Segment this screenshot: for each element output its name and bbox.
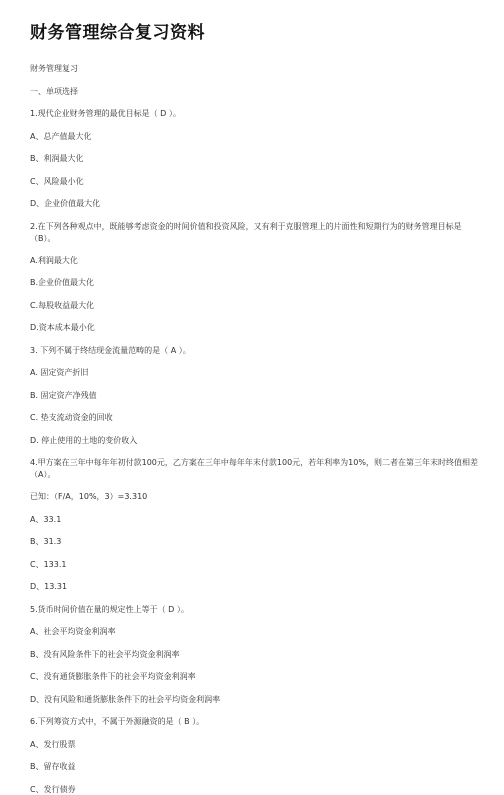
option-3a: A. 固定资产折旧 xyxy=(30,368,89,377)
option-6c: C、发行债券 xyxy=(30,784,76,794)
question-4: 4.甲方案在三年中每年年初付款100元，乙方案在三年中每年年末付款100元，若年利率为10%，则二者在第三年末时终值相差（A）。 xyxy=(30,458,478,479)
option-2b: B.企业价值最大化 xyxy=(30,278,95,287)
option-1c: C、风险最小化 xyxy=(30,176,84,186)
question-6: 6.下列筹资方式中，不属于外源融资的是（ B ）。 xyxy=(30,717,205,726)
option-3d: D. 停止使用的土地的变价收入 xyxy=(30,435,138,445)
question-2: 2.在下列各种观点中，既能够考虑资金的时间价值和投资风险，又有利于克服管理上的片面性和短期行为的财务管理目标是（B）。 xyxy=(30,221,462,243)
option-6b: B、留存收益 xyxy=(30,762,76,771)
option-2a: A.利润最大化 xyxy=(30,255,78,265)
option-1b: B、利润最大化 xyxy=(30,154,84,163)
option-3b: B. 固定资产净残值 xyxy=(30,390,97,400)
section-heading: 财务管理复习 xyxy=(30,64,78,73)
option-4c: C、133.1 xyxy=(30,559,67,569)
question-3: 3. 下列不属于终结现金流量范畴的是（ A ）。 xyxy=(30,345,191,355)
option-5d: D、没有风险和通货膨胀条件下的社会平均资金利润率 xyxy=(30,694,221,704)
option-5a: A、社会平均资金利润率 xyxy=(30,627,116,636)
option-5b: B、没有风险条件下的社会平均资金利润率 xyxy=(30,649,180,659)
question-4-given: 已知：（F/A，10%，3）=3.310 xyxy=(30,492,148,501)
document-title: 财务管理综合复习资料 xyxy=(30,23,205,43)
option-3c: C. 垫支流动资金的回收 xyxy=(30,413,113,422)
question-5: 5.货币时间价值在量的规定性上等于（ D ）。 xyxy=(30,604,189,614)
option-4a: A、33.1 xyxy=(30,514,62,524)
option-5c: C、没有通货膨胀条件下的社会平均资金利润率 xyxy=(30,672,196,681)
section-subheading: 一、单项选择 xyxy=(30,86,78,96)
question-1: 1.现代企业财务管理的最优目标是（ D ）。 xyxy=(30,109,181,118)
option-4b: B、31.3 xyxy=(30,537,62,546)
option-2d: D.资本成本最小化 xyxy=(30,323,95,332)
option-6a: A、发行股票 xyxy=(30,739,76,749)
option-1a: A、总产值最大化 xyxy=(30,131,92,141)
option-2c: C.每股收益最大化 xyxy=(30,300,95,310)
option-4d: D、13.31 xyxy=(30,582,68,591)
option-1d: D、企业价值最大化 xyxy=(30,199,101,208)
